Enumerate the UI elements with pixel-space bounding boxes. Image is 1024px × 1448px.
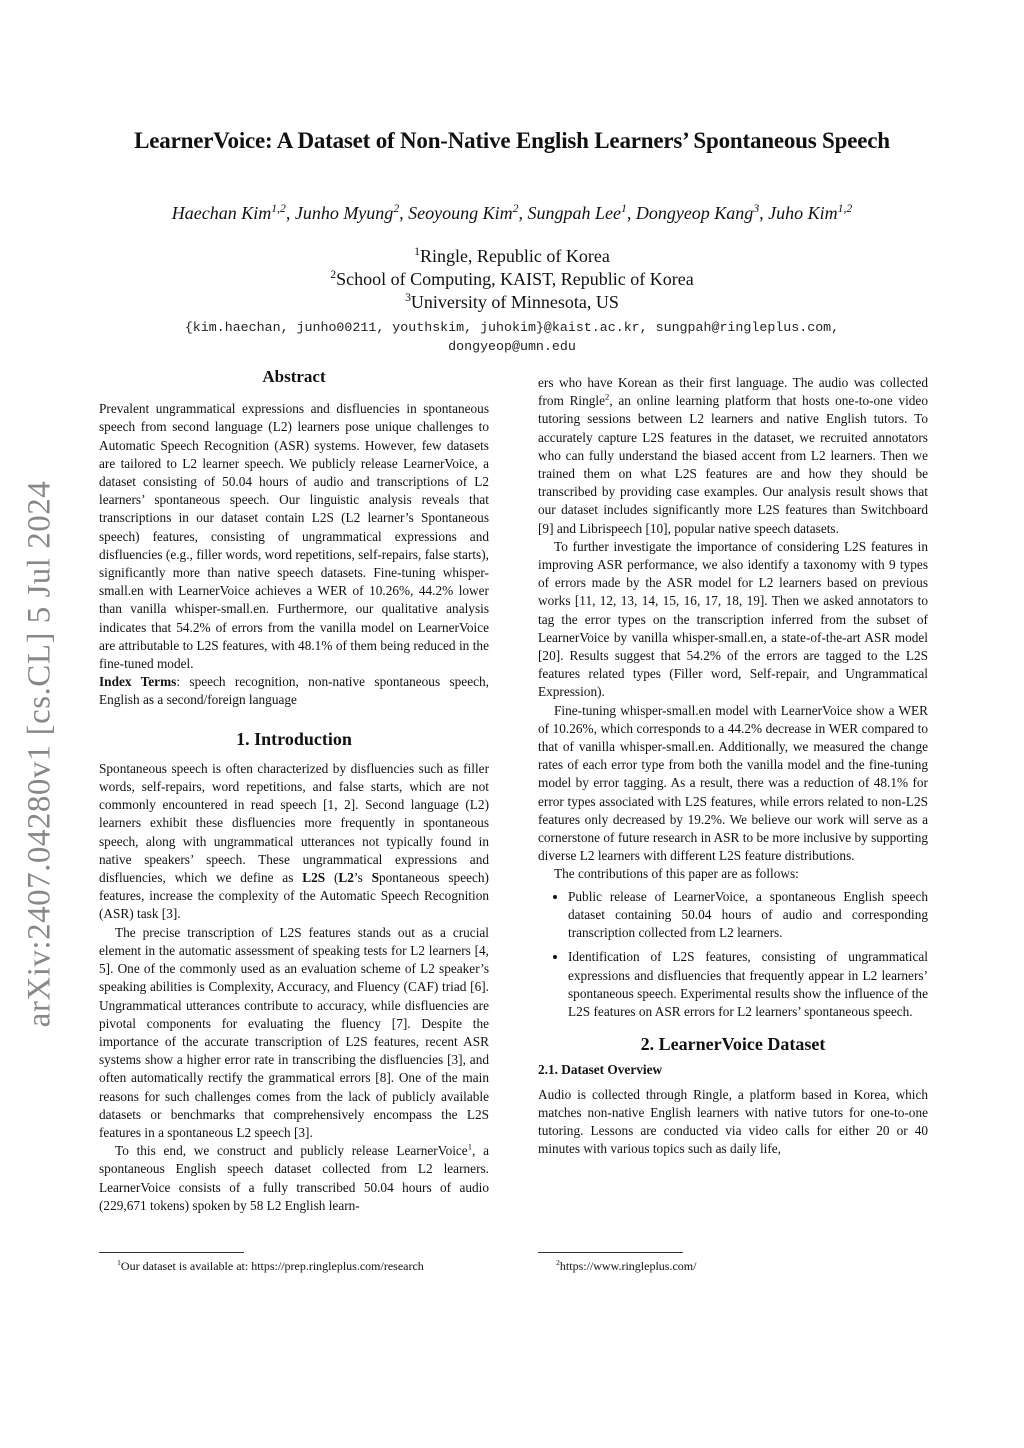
- contributions-list: [538, 888, 928, 1021]
- author: Junho Myung$^2$: [294, 202, 400, 223]
- intro-paragraph: Spontaneous speech is often characterized by disfluencies such as filler words, self-repairs, word repetitions, and false starts, which are not commonly encountered in read speech [1, 2]. Second language (L2) learners exhibit these disfluencies more frequently in spontaneous speech, along with ungrammatical utterances not typically found in native speakers’ speech. These ungrammatical expressions and disfluencies, which we define as L2S (L2’s Spontaneous speech) features, increase the complexity of the Automatic Speech Recognition (ASR) task [3].: [99, 760, 489, 922]
- author-list: Haechan Kim$^{1,2}$, Junho Myung$^2$, Seoyoung Kim$^2$, Sungpah Lee$^1$, Dongyeop Kang$^3$, Juho Kim$^{1,2}$: [171, 202, 853, 223]
- paper-title: LearnerVoice: A Dataset of Non-Native English Learners’ Spontaneous Speech: [134, 128, 890, 153]
- author: Seoyoung Kim$^2$: [408, 202, 519, 223]
- intro-paragraph: To further investigate the importance of considering L2S features in improving ASR performance, we also identify a taxonomy with 9 types of errors made by the ASR model for L2 learners based on previous works [11, 12, 13, 14, 15, 16, 17, 18, 19]. Then we asked annotators to tag the error types on the transcription inferred from the subset of LearnerVoice by vanilla whisper-small.en, a state-of-the-art ASR model [20]. Results suggest that 54.2% of the errors are tagged to the L2S features related types (Filler word, Self-repair, and Ungrammatical Expression).: [538, 538, 928, 700]
- section-2-heading: 2. LearnerVoice Dataset: [640, 1034, 826, 1055]
- affiliation: $^2$School of Computing, KAIST, Republic of Korea: [330, 268, 694, 289]
- left-column: [99, 368, 489, 1215]
- section-2-paragraph: Audio is collected through Ringle, a platform based in Korea, which matches non-native English learners with native tutors for one-to-one tutoring. Lessons are conducted via video calls for either 20 or 40 minutes with various topics such as daily life,: [538, 1086, 928, 1157]
- intro-paragraph: Fine-tuning whisper-small.en model with LearnerVoice show a WER of 10.26%, which corresponds to a 44.2% decrease in WER compared to that of vanilla whisper-small.en. Additionally, we measured the change rates of each error type from both the vanilla model and the fine-tuning model by error tagging. As a result, there was a reduction of 48.1% for error types associated with L2S features, while errors related to non-L2S features only decreased by 19.2%. We believe our work will serve as a cornerstone of future research in ASR to be more inclusive by supporting diverse L2 learners with different L2S feature distributions.: [538, 702, 928, 864]
- author: Haechan Kim$^{1,2}$: [171, 202, 286, 223]
- contributions-intro: The contributions of this paper are as follows:: [554, 866, 799, 882]
- list-item: • Identification of L2S features, consisting of ungrammatical expressions and disfluencies that frequently appear in L2 learners’ spontaneous speech. Experimental results show the influence of the L2S features on ASR errors for L2 learners’ spontaneous speech.: [568, 948, 928, 1021]
- author-emails: [60, 318, 964, 356]
- arxiv-stamp: [10, 474, 70, 1034]
- affiliation: $^1$Ringle, Republic of Korea: [414, 245, 610, 266]
- affiliation: $^3$University of Minnesota, US: [405, 291, 619, 312]
- intro-paragraph: The precise transcription of L2S features stands out as a crucial element in the automatic assessment of speaking tests for L2 learners [4, 5]. One of the commonly used as an evaluation scheme of L2 speaker’s speaking abilities is Complexity, Accuracy, and Fluency (CAF) triad [6]. Ungrammatical utterances contribute to accuracy, while disfluencies are pivotal components for evaluating the fluency [7]. Despite the importance of the accurate transcription of L2S features, recent ASR systems show a higher error rate in transcribing the disfluencies [3], and often automatically rectify the grammatical errors [8]. One of the main reasons for such challenges comes from the lack of publicly available datasets or benchmarks that comprehensively encompass the L2S features in a spontaneous L2 speech [3].: [99, 924, 489, 1140]
- intro-paragraph: To this end, we construct and publicly release LearnerVoice$^1$, a spontaneous English speech dataset collected from L2 learners. LearnerVoice consists of a fully transcribed 50.04 hours of audio (229,671 tokens) spoken by 58 L2 English learn-: [99, 1141, 489, 1213]
- index-terms: Index Terms: speech recognition, non-native spontaneous speech, English as a second/foreign language: [99, 674, 489, 708]
- footnote-rule: [538, 1252, 683, 1253]
- intro-paragraph: ers who have Korean as their first language. The audio was collected from Ringle$^2$, an online learning platform that hosts one-to-one video tutoring sessions between L2 learners and native English tutors. To accurately capture L2S features in the dataset, we recruited annotators who can fully understand the biased accent from L2 learners. Then we trained them on what L2S features are and how they should be transcribed by providing case examples. Our analysis result shows that our dataset includes significantly more L2S features than Switchboard [9] and Librispeech [10], popular native speech datasets.: [538, 375, 928, 536]
- footnote: $^2$https://www.ringleplus.com/: [556, 1258, 697, 1273]
- abstract-body: Prevalent ungrammatical expressions and disfluencies in spontaneous speech from second language (L2) learners pose unique challenges to Automatic Speech Recognition (ASR) systems. However, few datasets are tailored to L2 learner speech. We publicly release LearnerVoice, a dataset consisting of 50.04 hours of audio and transcriptions of L2 learners’ spontaneous speech. Our linguistic analysis reveals that transcriptions in our dataset contain L2S (L2 learner’s Spontaneous speech) features, consisting of ungrammatical expressions and disfluencies (e.g., filler words, word repetitions, self-repairs, false starts), significantly more than native speech datasets. Fine-tuning whisper-small.en with LearnerVoice achieves a WER of 10.26%, 44.2% lower than vanilla whisper-small.en. Furthermore, our qualitative analysis indicates that 54.2% of errors from the vanilla model on LearnerVoice are attributable to L2S features, with 48.1% of them being reduced in the fine-tuned model.: [99, 401, 489, 672]
- author: Juho Kim$^{1,2}$: [768, 202, 853, 223]
- author: Sungpah Lee$^1$: [527, 202, 627, 223]
- abstract-heading: Abstract: [262, 367, 326, 386]
- footnote: $^1$Our dataset is available at: https://prep.ringleplus.com/research: [117, 1258, 424, 1273]
- email-line: {kim.haechan, junho00211, youthskim, juhokim}@kaist.ac.kr, sungpah@ringleplus.com,: [184, 320, 840, 335]
- arxiv-id: arXiv:2407.04280v1 [cs.CL] 5 Jul 2024: [21, 480, 58, 1028]
- list-item: • Public release of LearnerVoice, a spontaneous English speech dataset containing 50.04 hours of audio and corresponding transcription collected from L2 learners.: [568, 888, 928, 943]
- right-column: [538, 374, 928, 1158]
- section-1-heading: 1. Introduction: [236, 728, 352, 749]
- subsection-2-1-heading: 2.1. Dataset Overview: [538, 1062, 663, 1078]
- author: Dongyeop Kang$^3$: [635, 202, 760, 223]
- index-terms-label: Index Terms: [99, 674, 177, 690]
- email-line: dongyeop@umn.edu: [448, 339, 576, 354]
- footnote-rule: [99, 1252, 244, 1253]
